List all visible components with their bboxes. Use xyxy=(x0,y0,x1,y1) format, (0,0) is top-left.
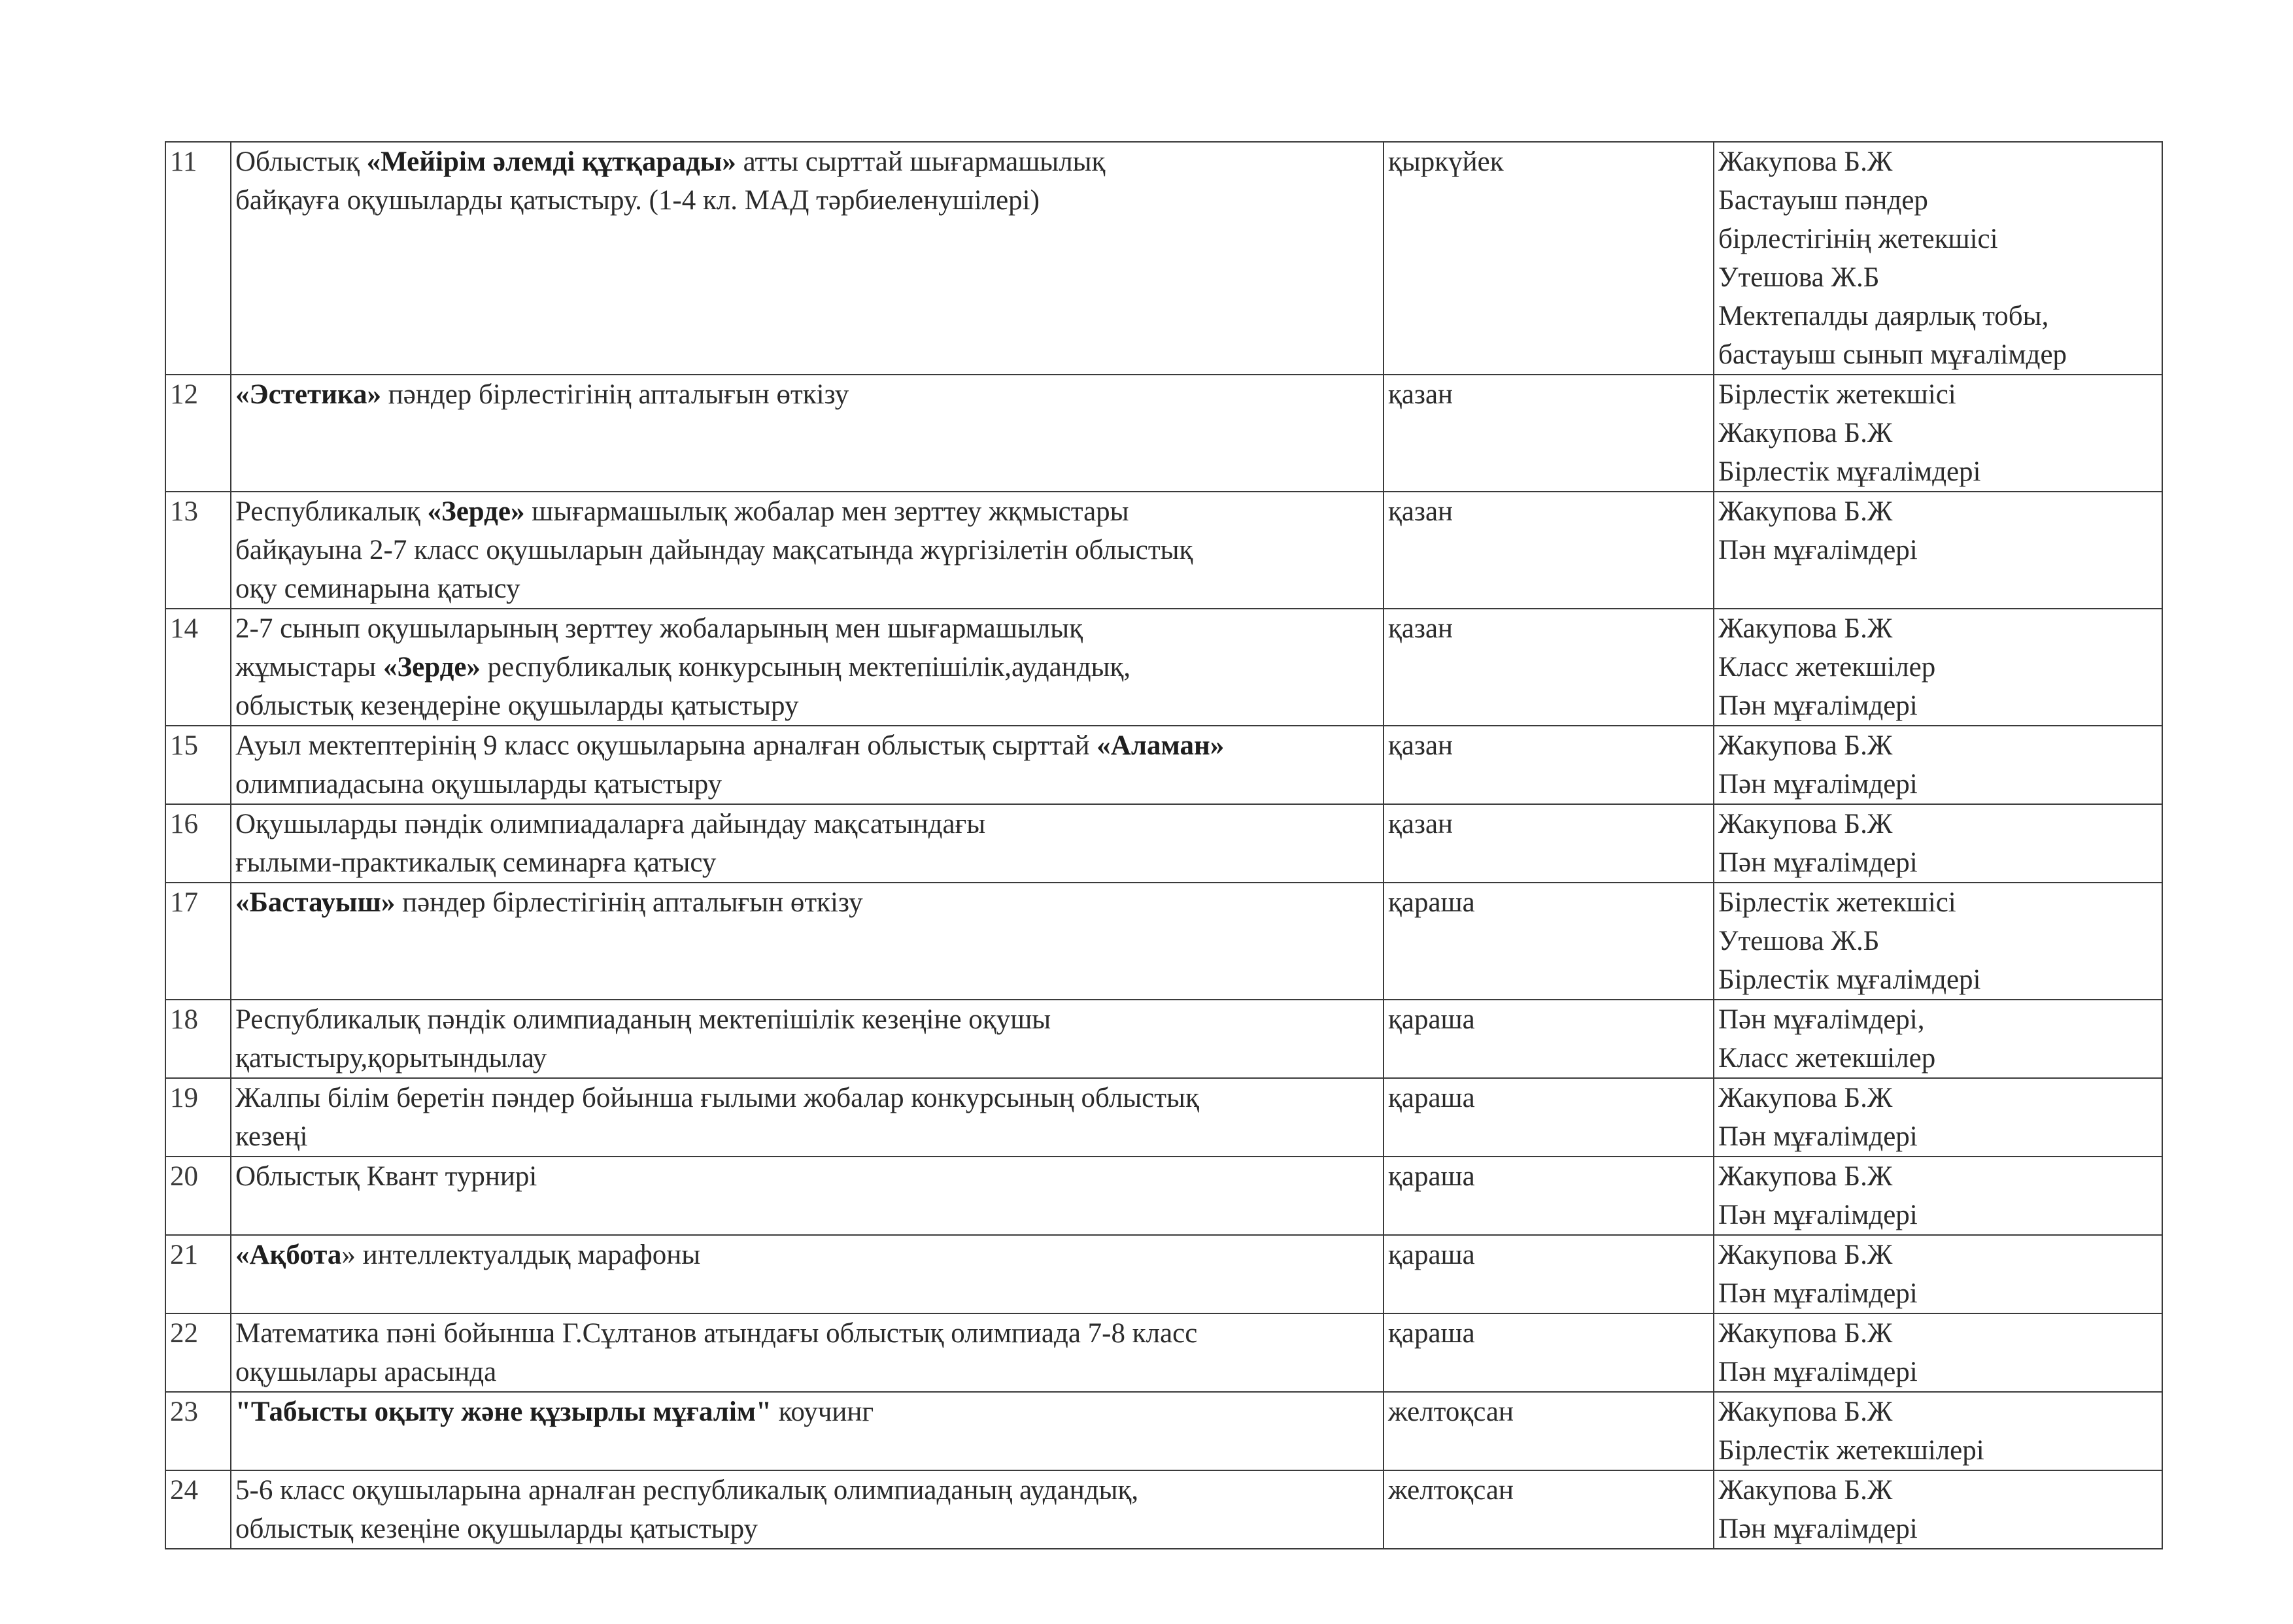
responsible-cell xyxy=(1714,726,2162,804)
responsible-person: Пән мұғалімдері xyxy=(1718,1278,1918,1309)
responsible-cell xyxy=(1714,1392,2162,1470)
description-line xyxy=(235,143,1379,181)
description-text: олимпиадасына оқушыларды қатыстыру xyxy=(235,769,722,800)
table-row xyxy=(165,726,2162,804)
description-text: кезеңі xyxy=(235,1121,308,1152)
responsible-person: Жакупова Б.Ж xyxy=(1718,418,1893,448)
description-line xyxy=(235,492,1379,531)
description-line xyxy=(235,1000,1379,1039)
month-cell: қазан xyxy=(1384,492,1714,609)
activity-description xyxy=(231,883,1384,1000)
month-cell: қыркүйек xyxy=(1384,142,1714,375)
table-row xyxy=(165,883,2162,1000)
row-number: 20 xyxy=(165,1157,231,1235)
event-name-bold: «Зерде» xyxy=(427,496,525,527)
description-text: Облыстық xyxy=(235,146,367,177)
description-line xyxy=(235,1079,1379,1117)
row-number: 11 xyxy=(165,142,231,375)
description-line xyxy=(235,181,1379,220)
responsible-person: Жакупова Б.Ж xyxy=(1718,730,1893,761)
month-cell: қараша xyxy=(1384,1157,1714,1235)
responsible-person: Бірлестік жетекшілері xyxy=(1718,1435,1984,1466)
activity-description xyxy=(231,142,1384,375)
activity-description xyxy=(231,1078,1384,1157)
responsible-cell xyxy=(1714,142,2162,375)
event-name-bold: «Эстетика» xyxy=(235,379,381,410)
event-name-bold: «Аламан» xyxy=(1096,730,1225,761)
responsible-person: Класс жетекшілер xyxy=(1718,652,1936,683)
description-text: байқауға оқушыларды қатыстыру. (1-4 кл. МАД тәрбиеленушілері) xyxy=(235,185,1040,216)
month-cell: қазан xyxy=(1384,804,1714,883)
description-line xyxy=(235,1393,1379,1431)
activity-description xyxy=(231,1000,1384,1078)
row-number: 24 xyxy=(165,1470,231,1549)
responsible-cell xyxy=(1714,1313,2162,1392)
responsible-person: Бастауыш пәндер xyxy=(1718,185,1928,216)
description-line xyxy=(235,375,1379,414)
description-text: пәндер бірлестігінің апталығын өткізу xyxy=(381,379,849,410)
event-name-bold: "Табысты оқыту және құзырлы мұғалім" xyxy=(235,1396,772,1427)
responsible-cell xyxy=(1714,1078,2162,1157)
description-text: Республикалық пәндік олимпиаданың мектепішілік кезеңіне оқушы xyxy=(235,1004,1051,1035)
table-row xyxy=(165,142,2162,375)
row-number: 23 xyxy=(165,1392,231,1470)
description-text: 5-6 класс оқушыларына арналған республикалық олимпиаданың аудандық, xyxy=(235,1475,1139,1506)
description-text: Математика пәні бойынша Г.Сұлтанов атындағы облыстық олимпиада 7-8 класс xyxy=(235,1318,1198,1349)
description-text: жұмыстары xyxy=(235,652,383,683)
description-line xyxy=(235,569,1379,608)
table-row xyxy=(165,1470,2162,1549)
description-line xyxy=(235,883,1379,922)
description-text: коучинг xyxy=(771,1396,874,1427)
activity-description xyxy=(231,609,1384,726)
description-line xyxy=(235,1510,1379,1548)
responsible-person: Жакупова Б.Ж xyxy=(1718,1396,1893,1427)
row-number: 16 xyxy=(165,804,231,883)
description-line xyxy=(235,726,1379,765)
description-line xyxy=(235,765,1379,804)
description-text: оқушылары арасында xyxy=(235,1357,497,1387)
responsible-person: Жакупова Б.Ж xyxy=(1718,1161,1893,1192)
activity-description xyxy=(231,375,1384,492)
month-cell: қараша xyxy=(1384,883,1714,1000)
responsible-person: Бірлестік жетекшісі xyxy=(1718,887,1956,918)
row-number: 14 xyxy=(165,609,231,726)
description-line xyxy=(235,843,1379,882)
activity-description xyxy=(231,1313,1384,1392)
description-line xyxy=(235,1353,1379,1391)
table-row xyxy=(165,1313,2162,1392)
activity-description xyxy=(231,1470,1384,1549)
description-text: атты сырттай шығармашылық xyxy=(736,146,1106,177)
responsible-person: Пән мұғалімдері xyxy=(1718,535,1918,566)
description-line xyxy=(235,609,1379,648)
table-body xyxy=(165,142,2162,1549)
responsible-cell xyxy=(1714,1470,2162,1549)
description-text: 2-7 сынып оқушыларының зерттеу жобаларының мен шығармашылық xyxy=(235,613,1083,644)
activity-description xyxy=(231,804,1384,883)
table-row xyxy=(165,375,2162,492)
table-row xyxy=(165,1392,2162,1470)
description-text: Ауыл мектептерінің 9 класс оқушыларына арналған облыстық сырттай xyxy=(235,730,1097,761)
description-line xyxy=(235,805,1379,843)
responsible-person: Пән мұғалімдері xyxy=(1718,690,1918,721)
table-row xyxy=(165,609,2162,726)
activity-description xyxy=(231,1157,1384,1235)
description-line xyxy=(235,1314,1379,1353)
description-text: оқу семинарына қатысу xyxy=(235,573,520,604)
event-name-bold: «Бастауыш» xyxy=(235,887,396,918)
responsible-person: Бірлестік мұғалімдері xyxy=(1718,456,1981,487)
description-line xyxy=(235,1117,1379,1156)
responsible-person: Жакупова Б.Ж xyxy=(1718,1083,1893,1113)
responsible-person: Жакупова Б.Ж xyxy=(1718,809,1893,839)
activity-description xyxy=(231,1235,1384,1313)
responsible-cell xyxy=(1714,804,2162,883)
responsible-person: Мектепалды даярлық тобы, xyxy=(1718,301,2049,331)
responsible-person: Жакупова Б.Ж xyxy=(1718,1318,1893,1349)
row-number: 22 xyxy=(165,1313,231,1392)
description-text: пәндер бірлестігінің апталығын өткізу xyxy=(395,887,863,918)
responsible-person: Пән мұғалімдері xyxy=(1718,1357,1918,1387)
description-text: » интеллектуалдық марафоны xyxy=(341,1240,701,1270)
table-row xyxy=(165,1235,2162,1313)
description-line xyxy=(235,686,1379,725)
description-text: қатыстыру,қорытындылау xyxy=(235,1043,547,1074)
event-name-bold: «Мейірім әлемді құтқарады» xyxy=(366,146,736,177)
responsible-cell xyxy=(1714,492,2162,609)
table-row xyxy=(165,1078,2162,1157)
month-cell: қараша xyxy=(1384,1235,1714,1313)
responsible-cell xyxy=(1714,375,2162,492)
responsible-cell xyxy=(1714,1000,2162,1078)
responsible-person: Жакупова Б.Ж xyxy=(1718,496,1893,527)
event-name-bold: «Ақбота xyxy=(235,1240,342,1270)
activity-description xyxy=(231,726,1384,804)
activity-description xyxy=(231,492,1384,609)
responsible-person: Пән мұғалімдері xyxy=(1718,1514,1918,1544)
activity-description xyxy=(231,1392,1384,1470)
table-row xyxy=(165,804,2162,883)
responsible-person: Бірлестік мұғалімдері xyxy=(1718,964,1981,995)
responsible-cell xyxy=(1714,1157,2162,1235)
description-text: Жалпы білім беретін пәндер бойынша ғылыми жобалар конкурсының облыстық xyxy=(235,1083,1199,1113)
description-text: Оқушыларды пәндік олимпиадаларға дайындау мақсатындағы xyxy=(235,809,986,839)
month-cell: қазан xyxy=(1384,375,1714,492)
responsible-cell xyxy=(1714,1235,2162,1313)
month-cell: қараша xyxy=(1384,1078,1714,1157)
responsible-person: Бірлестік жетекшісі xyxy=(1718,379,1956,410)
month-cell: қазан xyxy=(1384,726,1714,804)
description-text: республикалық конкурсының мектепішілік,аудандық, xyxy=(480,652,1131,683)
responsible-person: Класс жетекшілер xyxy=(1718,1043,1936,1074)
description-line xyxy=(235,1157,1379,1196)
responsible-person: Пән мұғалімдері xyxy=(1718,1200,1918,1230)
responsible-person: Жакупова Б.Ж xyxy=(1718,146,1893,177)
responsible-person: Утешова Ж.Б xyxy=(1718,262,1880,293)
description-line xyxy=(235,648,1379,686)
responsible-person: Пән мұғалімдері, xyxy=(1718,1004,1925,1035)
responsible-person: Пән мұғалімдері xyxy=(1718,1121,1918,1152)
month-cell: қазан xyxy=(1384,609,1714,726)
description-line xyxy=(235,531,1379,569)
description-text: шығармашылық жобалар мен зерттеу жқмыстары xyxy=(524,496,1129,527)
month-cell: қараша xyxy=(1384,1313,1714,1392)
row-number: 12 xyxy=(165,375,231,492)
month-cell: қараша xyxy=(1384,1000,1714,1078)
month-cell: желтоқсан xyxy=(1384,1470,1714,1549)
table-row xyxy=(165,1157,2162,1235)
responsible-person: бірлестігінің жетекшісі xyxy=(1718,224,1998,254)
responsible-person: Пән мұғалімдері xyxy=(1718,847,1918,878)
description-text: Облыстық Квант турнирі xyxy=(235,1161,537,1192)
events-plan-table xyxy=(165,141,2163,1549)
table-row xyxy=(165,1000,2162,1078)
description-line xyxy=(235,1236,1379,1274)
responsible-person: бастауыш сынып мұғалімдер xyxy=(1718,339,2067,370)
description-line xyxy=(235,1039,1379,1077)
responsible-person: Жакупова Б.Ж xyxy=(1718,1475,1893,1506)
month-cell: желтоқсан xyxy=(1384,1392,1714,1470)
event-name-bold: «Зерде» xyxy=(382,652,481,683)
description-text: ғылыми-практикалық семинарға қатысу xyxy=(235,847,717,878)
responsible-person: Жакупова Б.Ж xyxy=(1718,613,1893,644)
row-number: 17 xyxy=(165,883,231,1000)
responsible-person: Жакупова Б.Ж xyxy=(1718,1240,1893,1270)
responsible-person: Утешова Ж.Б xyxy=(1718,926,1880,956)
description-text: байқауына 2-7 класс оқушыларын дайындау мақсатында жүргізілетін облыстық xyxy=(235,535,1193,566)
description-line xyxy=(235,1471,1379,1510)
row-number: 19 xyxy=(165,1078,231,1157)
row-number: 13 xyxy=(165,492,231,609)
row-number: 15 xyxy=(165,726,231,804)
description-text: облыстық кезеңдеріне оқушыларды қатыстыру xyxy=(235,690,799,721)
row-number: 18 xyxy=(165,1000,231,1078)
table-row xyxy=(165,492,2162,609)
responsible-cell xyxy=(1714,883,2162,1000)
description-text: облыстық кезеңіне оқушыларды қатыстыру xyxy=(235,1514,758,1544)
responsible-person: Пән мұғалімдері xyxy=(1718,769,1918,800)
description-text: Республикалық xyxy=(235,496,428,527)
row-number: 21 xyxy=(165,1235,231,1313)
responsible-cell xyxy=(1714,609,2162,726)
